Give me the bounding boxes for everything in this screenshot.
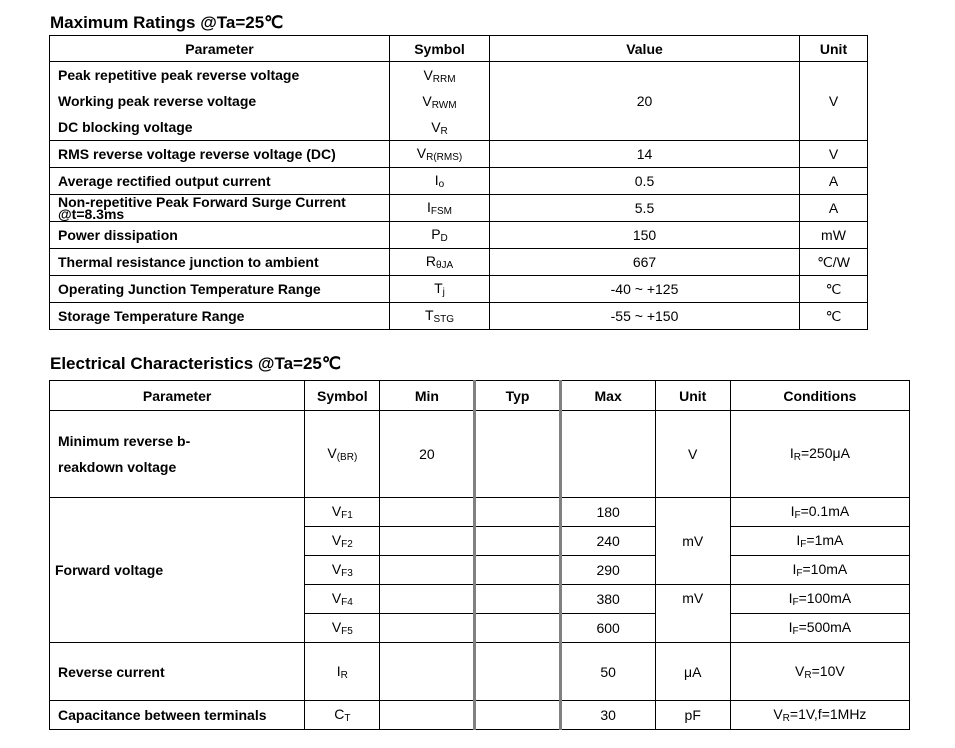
table-row <box>50 222 868 249</box>
symbol-cell: $V_{F4}$ <box>305 585 380 614</box>
symbol-cell: $I_{FSM}$ <box>390 195 490 222</box>
conditions-cell: $I_F=0.1mA$ <box>730 498 909 527</box>
electrical-characteristics-title: Electrical Characteristics @Ta=25℃ <box>50 354 341 373</box>
table-row <box>50 168 868 195</box>
parameter-label: Minimum reverse b- <box>58 433 191 449</box>
max-cell: 30 <box>560 701 655 730</box>
header-unit: Unit <box>800 36 868 62</box>
header-min: Min <box>380 381 475 411</box>
min-cell <box>380 643 475 701</box>
min-cell <box>380 556 475 585</box>
header-row <box>50 36 868 62</box>
parameter-label: Working peak reverse voltage <box>58 93 257 109</box>
header-row <box>50 381 910 411</box>
unit-cell: A <box>800 168 868 195</box>
header-conditions: Conditions <box>730 381 909 411</box>
symbol-cell: $T_j$ <box>390 276 490 303</box>
value-cell: 667 <box>490 249 800 276</box>
electrical-characteristics-table <box>49 380 910 730</box>
parameter-cell <box>50 411 305 498</box>
header-symbol: Symbol <box>390 36 490 62</box>
symbol-cell: $P_D$ <box>390 222 490 249</box>
symbol-cell: $V_{F3}$ <box>305 556 380 585</box>
unit-cell: mV <box>655 498 730 585</box>
unit-cell: ℃/W <box>800 249 868 276</box>
typ-cell <box>475 527 560 556</box>
header-max: Max <box>560 381 655 411</box>
symbol: $V_{RRM}$ <box>423 67 456 85</box>
symbol: $V_{RWM}$ <box>422 93 457 111</box>
table-row <box>50 195 868 222</box>
typ-cell <box>475 411 560 498</box>
max-ratings-table <box>49 35 868 330</box>
header-symbol: Symbol <box>305 381 380 411</box>
value-cell: 14 <box>490 141 800 168</box>
table-row <box>50 411 910 498</box>
parameter-cell: Reverse current <box>50 643 305 701</box>
parameter-label: Non-repetitive Peak Forward Surge Current <box>58 194 346 210</box>
conditions-cell: $I_F=1mA$ <box>730 527 909 556</box>
parameter-cell: Operating Junction Temperature Range <box>50 276 390 303</box>
table-row <box>50 701 910 730</box>
min-cell <box>380 527 475 556</box>
parameter-label-line2: @t=8.3ms <box>58 206 125 222</box>
conditions-cell: $I_F=10mA$ <box>730 556 909 585</box>
parameter-label-line2: reakdown voltage <box>58 459 177 475</box>
min-cell <box>380 701 475 730</box>
typ-cell <box>475 643 560 701</box>
parameter-label: Peak repetitive peak reverse voltage <box>58 67 300 83</box>
unit-cell: ℃ <box>800 303 868 330</box>
typ-cell <box>475 701 560 730</box>
symbol-cell: $I_o$ <box>390 168 490 195</box>
symbol-cell: $T_{STG}$ <box>390 303 490 330</box>
parameter-cell: Forward voltage <box>50 498 305 643</box>
min-cell <box>380 614 475 643</box>
parameter-cell: Average rectified output current <box>50 168 390 195</box>
value-cell: 5.5 <box>490 195 800 222</box>
table-row <box>50 498 910 527</box>
max-cell: 600 <box>560 614 655 643</box>
table-row <box>50 141 868 168</box>
typ-cell <box>475 556 560 585</box>
value-cell: -55 ~ +150 <box>490 303 800 330</box>
parameter-cell: Power dissipation <box>50 222 390 249</box>
header-parameter: Parameter <box>50 381 305 411</box>
table-row <box>50 62 868 141</box>
parameter-cell <box>50 195 390 222</box>
table-row <box>50 643 910 701</box>
max-cell: 380 <box>560 585 655 614</box>
symbol-cell: $V_{F1}$ <box>305 498 380 527</box>
unit-cell: V <box>800 62 868 141</box>
value-cell: 0.5 <box>490 168 800 195</box>
symbol: $V_R$ <box>431 119 448 137</box>
parameter-cell: Capacitance between terminals <box>50 701 305 730</box>
symbol-cell: $V_{F5}$ <box>305 614 380 643</box>
max-cell: 240 <box>560 527 655 556</box>
unit-cell: A <box>800 195 868 222</box>
min-cell: 20 <box>380 411 475 498</box>
parameter-cell: Thermal resistance junction to ambient <box>50 249 390 276</box>
max-cell: 290 <box>560 556 655 585</box>
parameter-cell: RMS reverse voltage reverse voltage (DC) <box>50 141 390 168</box>
parameter-cell <box>50 62 390 141</box>
unit-cell: ℃ <box>800 276 868 303</box>
unit-cell: mV <box>655 585 730 643</box>
max-cell: 50 <box>560 643 655 701</box>
unit-cell: mW <box>800 222 868 249</box>
header-value: Value <box>490 36 800 62</box>
conditions-cell: $I_F=500mA$ <box>730 614 909 643</box>
header-unit: Unit <box>655 381 730 411</box>
unit-cell: μA <box>655 643 730 701</box>
conditions-cell: $I_F=100mA$ <box>730 585 909 614</box>
min-cell <box>380 585 475 614</box>
unit-cell: V <box>800 141 868 168</box>
value-cell: -40 ~ +125 <box>490 276 800 303</box>
symbol-cell: $V_{R(RMS)}$ <box>390 141 490 168</box>
symbol-cell: $V_{(BR)}$ <box>305 411 380 498</box>
typ-cell <box>475 498 560 527</box>
conditions-cell: $I_R=250\mu A$ <box>730 411 909 498</box>
value-cell: 20 <box>490 62 800 141</box>
conditions-cell: $V_R=10V$ <box>730 643 909 701</box>
max-cell <box>560 411 655 498</box>
max-cell: 180 <box>560 498 655 527</box>
conditions-cell: $V_R=1V,f=1MHz$ <box>730 701 909 730</box>
symbol-cell: $V_{F2}$ <box>305 527 380 556</box>
table-row <box>50 303 868 330</box>
symbol-cell: $R_{\theta JA}$ <box>390 249 490 276</box>
symbol-cell <box>390 62 490 141</box>
parameter-cell: Storage Temperature Range <box>50 303 390 330</box>
unit-cell: pF <box>655 701 730 730</box>
header-typ: Typ <box>475 381 560 411</box>
min-cell <box>380 498 475 527</box>
table-row <box>50 249 868 276</box>
table-row <box>50 276 868 303</box>
value-cell: 150 <box>490 222 800 249</box>
parameter-label: DC blocking voltage <box>58 119 193 135</box>
symbol-cell: $I_R$ <box>305 643 380 701</box>
max-ratings-title: Maximum Ratings @Ta=25℃ <box>50 13 284 32</box>
typ-cell <box>475 585 560 614</box>
symbol-cell: $C_T$ <box>305 701 380 730</box>
header-parameter: Parameter <box>50 36 390 62</box>
unit-cell: V <box>655 411 730 498</box>
typ-cell <box>475 614 560 643</box>
